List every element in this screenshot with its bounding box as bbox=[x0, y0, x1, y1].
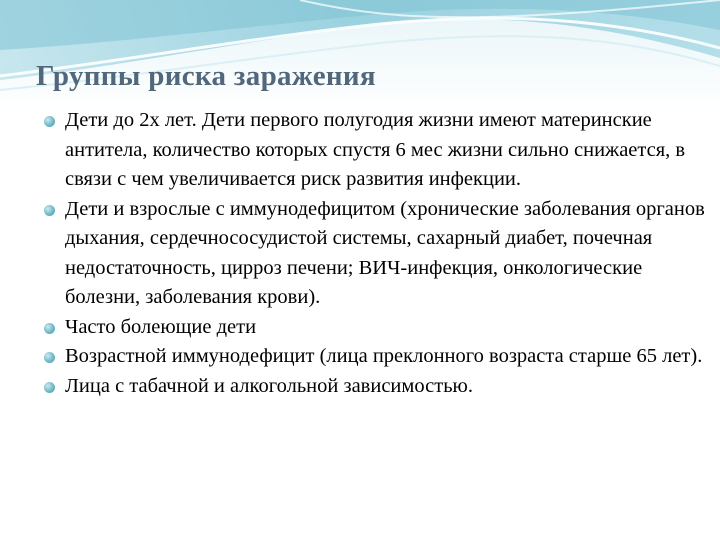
bullet-icon bbox=[44, 323, 55, 334]
list-item bbox=[44, 313, 710, 343]
bullet-icon bbox=[44, 116, 55, 127]
bullet-text: Дети до 2х лет. Дети первого полугодия жизни имеют материнские антитела, количество которых спустя 6 мес жизни сильно снижается, в связи с чем увеличивается риск развития инфекции. bbox=[65, 109, 686, 190]
bullet-icon bbox=[44, 205, 55, 216]
bullet-text: Часто болеющие дети bbox=[65, 315, 257, 338]
bullet-text: Возрастной иммунодефицит (лица преклонного возраста старше 65 лет). bbox=[65, 345, 703, 367]
list-item bbox=[44, 342, 710, 372]
slide-title: Группы риска заражения bbox=[36, 60, 376, 92]
list-item bbox=[44, 195, 710, 313]
bullet-text: Дети и взрослые с иммунодефицитом (хронические заболевания органов дыхания, сердечнососудистой системы, сахарный диабет, почечная недостаточность, цирроз печени; ВИЧ-инфекция, онкологические болезни, заболевания крови). bbox=[65, 197, 705, 308]
bullet-icon bbox=[44, 382, 55, 393]
bullet-icon bbox=[44, 352, 55, 363]
list-item bbox=[44, 106, 710, 195]
bullet-text: Лица с табачной и алкогольной зависимостью. bbox=[65, 374, 473, 397]
header-wave-decoration bbox=[0, 0, 720, 110]
list-item bbox=[44, 372, 710, 402]
bullet-list bbox=[44, 106, 710, 401]
